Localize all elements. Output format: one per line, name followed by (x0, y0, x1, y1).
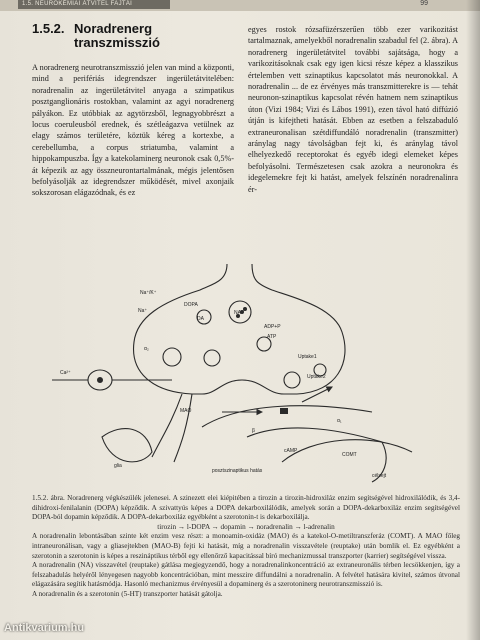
caption-paragraph: A noradrenalin (NA) visszavétel (reuptake) gátlása megjegyzendő, hogy a noradrenalinkoncentráció az extraneuronális térben lecsökkenjen, így a felszabadulás helyéről lényegesen nagyobb koncentrációban, mint messzire diffundálni a noradrenalin. A felvétel hatására kivitel, számos útvonal elágazására segítik hatásmódja. Hasonló mechanizmus érvényesül a dopaminerg és a szerotoninerg neurotranszmisszió is. (32, 561, 460, 589)
label-comt: COMT (342, 452, 357, 458)
running-title: 1.5. NEUROKÉMIAI ÁTVITEL FAJTÁI (18, 0, 170, 9)
watermark: Antikvarium.hu (4, 622, 85, 634)
body-left-column: A noradrenerg neurotranszmisszió jelen van mind a központi, mind a perifériás idegrendszer ingerületátvitelében: noradrenalin az ingerületátvitel anyaga a szimpatikus posztganglionáris rostokban, valamint az agyi noradrenerg pályákon. Ez utóbbiak az agytörzsből, legnagyobbrészt a locus coeruleusból erednek, és szétleágazva vetülnek az elagy számos területére, köztük kéreg a kortexbe, a cerebellumba, a corpus striatumba, valamint a hippokampuszba. Így a katekolaminerg neuronok csak 0,5%-át képezik az agy összneurontartalmának, mégis jelentősen befolyásolják az idegrendszer működését, mivel axonjaik sokszorosan elágazódnak, és ez (32, 63, 234, 198)
label-glia: glia (114, 463, 122, 469)
label-mao: MAO (180, 408, 192, 414)
label-camp: cAMP (284, 448, 298, 454)
label-na-uptake: Na⁺ (138, 308, 148, 314)
label-uptake2: Uptake2 (307, 374, 326, 380)
label-alpha1: α₁ (337, 418, 342, 424)
label-reuptake: Uptake1 (298, 354, 317, 360)
figure-caption (32, 494, 460, 600)
section-title-line2: transzmisszió (74, 35, 160, 50)
label-atp: ATP (267, 334, 277, 340)
label-alpha2: α₂ (144, 346, 149, 352)
label-na-k: Na⁺/K⁺ (140, 290, 157, 296)
label-beta: β (252, 428, 255, 434)
section-number: 1.5.2. (32, 21, 65, 36)
noradrenergic-synapse-diagram (52, 262, 432, 490)
label-na-vesicle: NA (234, 310, 241, 316)
page-number: 99 (420, 0, 428, 7)
label-da: DA (197, 316, 204, 322)
page-edge-shadow (466, 0, 480, 640)
caption-pathway: tirozin → l-DOPA → dopamin → noradrenalin → l-adrenalin (157, 522, 335, 531)
label-dopa: DOPA (184, 302, 198, 308)
caption-paragraph: A noradrenalin lebontásában szinte két enzim vesz részt: a monoamin-oxidáz (MAO) és a katekol-O-metiltranszferáz (COMT). A MAO főleg intraneuronálisan, vagy a gliasejtekben (MAO-B) fejti ki hatását, míg a noradrenalin visszavétele (reuptake) után bomlik el. Ez egyébként a szerotonin a szerotonin is képes a reszináptikus térből egy ellenőrző kapacitással bíró mechanizmussal transzporter (karrier) segítségével vissza. (32, 532, 460, 560)
label-adp: ADP+P (264, 324, 281, 330)
label-postsyn-effect: posztszinaptikus hatás (212, 468, 263, 474)
body-right-column: egyes rostok rózsafüzérszerűen több ezer varikozitást tartalmaznak, amelyekből noradrenalin szabadul fel (2. ábra). A noradrenerg ingerületátvitel további sajátsága, hogy a varikozitásoknak csak egy igen kicsi része képez a klasszikus értelemben vett szinaptikus kapcsolatot más neuronokkal. A noradrenalin ... de ez érvényes más transzmitterekre is — tehát neuronon-szinaptikus kapcsolat révén hatnem nem szinaptikus úton (Vizi 1984; Vizi és Lábos 1991), ezen távol ható diffúzió útján is kifejtheti hatását. Ebben az esetben a felszabaduló extraneuronalisan szétdiffundáló noradrenalin (transzmitter) aránylag nagy távolságban fejt ki, és aránylag távol elhelyezkedő receptorokat és egyéb idegi elemeket képes befolyásolni. Természetesen csak azokra a neuronokra és idegelemekre fejt ki hatást, amelyek felszínén noradrenalinra ér- (248, 25, 458, 194)
section-heading (32, 22, 232, 50)
label-ca: Ca²⁺ (60, 370, 71, 376)
caption-paragraph: A noradrenalin és a szerotonin (5-HT) transzporter hatását gátolja. (32, 589, 223, 598)
caption-paragraph: 1.5.2. ábra. Noradrenerg végkészülék jelenesei. A szinezett elei kiépitében a tirozin a tirozin-hidroxiláz enzim segítségével hidroxilálódik, és 3,4-dihidroxi-fenilalanin (DOPA) képződik. A szivattyús képes a DOPA dekarboxilálódik, amelyek során a DOPA-dekarboxiláz enzim segítségével DOPA-ból dopamin képződik. A DOPA-dekarboxiláz egyébként a szerotonin-t is dekarboxilálja. (32, 494, 460, 522)
section-title-line1: Noradrenerg (74, 21, 153, 36)
label-target: célsejt (372, 473, 387, 479)
